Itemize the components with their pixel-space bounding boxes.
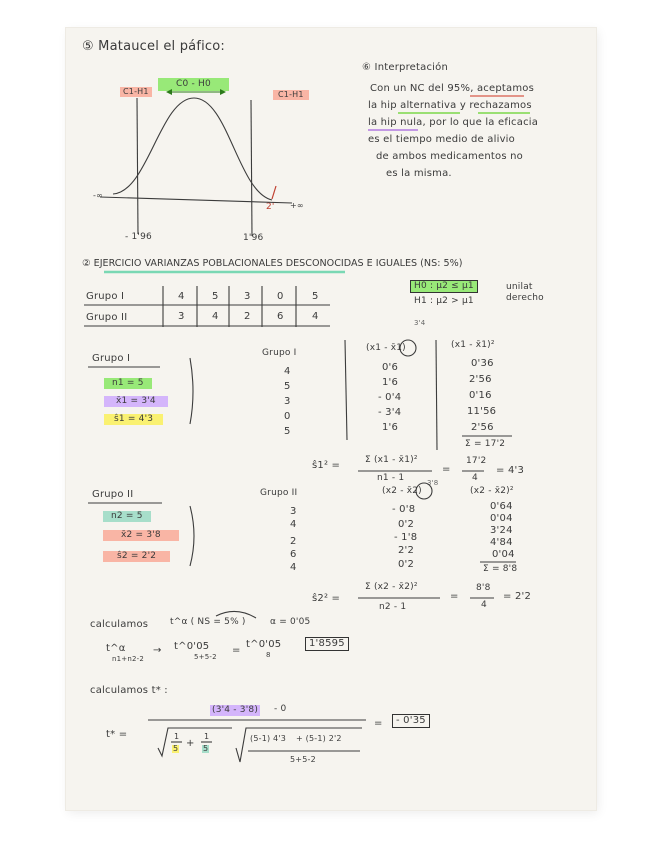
list-item: 3	[284, 396, 291, 407]
t-star-den-plus: +	[186, 738, 195, 749]
table-row-label: Grupo I	[86, 291, 125, 302]
list-item: 2'56	[471, 422, 494, 433]
list-item: 3	[290, 506, 297, 517]
list-item: 0'2	[398, 519, 415, 530]
table-cell: 3	[244, 291, 251, 302]
calc-t-alpha-label: calculamos	[90, 619, 149, 630]
t-alpha-general: t^α	[106, 643, 126, 654]
t-alpha-result: 1'8595	[305, 637, 349, 651]
section-2-title: ② EJERCICIO VARIANZAS POBLACIONALES DESCONOCIDAS E IGUALES (NS: 5%)	[82, 258, 463, 269]
list-item: 2'2	[398, 545, 415, 556]
variance-2-label: ŝ2² =	[312, 593, 341, 604]
acceptance-arrow-head-left	[166, 89, 172, 95]
x-axis-neg-inf: -∞	[93, 191, 103, 200]
calc-t-star-label: calculamos t* :	[90, 685, 168, 696]
t-alpha-eq: =	[232, 645, 241, 656]
list-item: 1'6	[382, 377, 399, 388]
t-star-numerator-diff: (3'4 - 3'8)	[212, 705, 259, 715]
list-item: 6	[290, 549, 297, 560]
critical-value-positive: 1'96	[243, 233, 264, 243]
t-star-pooled-term-2: + (5-1) 2'2	[296, 734, 342, 743]
list-item: 4	[284, 366, 291, 377]
table-cell: 3	[178, 311, 185, 322]
list-item: 1'6	[382, 422, 399, 433]
acceptance-arrow-head-right	[220, 89, 226, 95]
t-star-frac1-num: 1	[174, 732, 180, 741]
alt-hypothesis: H1 : μ2 > μ1	[414, 296, 474, 306]
x-axis	[100, 197, 292, 203]
group-2-sq-header: (x2 - x̄2)²	[470, 486, 514, 496]
list-item: 0'64	[490, 501, 513, 512]
group-1-mean-note: 3'4	[414, 319, 426, 327]
group-1-sq-header: (x1 - x̄1)²	[451, 340, 495, 350]
list-item: 3'24	[490, 525, 513, 536]
list-item: 0'6	[382, 362, 399, 373]
list-item: 0'04	[492, 549, 515, 560]
t-alpha-step-2: t^0'05	[246, 639, 282, 650]
x-axis-pos-inf: +∞	[290, 201, 304, 210]
list-item: 0'36	[471, 358, 494, 369]
table-cell: 4	[312, 311, 319, 322]
interpretation-line: la hip alternativa y rechazamos	[368, 100, 532, 111]
stat-arrow	[272, 186, 276, 199]
t-star-lhs: t* =	[106, 729, 128, 740]
right-rejection-label: C1-H1	[273, 90, 309, 100]
list-item: 4	[290, 519, 297, 530]
t-star-sqrt-2	[236, 728, 362, 762]
group-2-n: n2 = 5	[103, 511, 151, 522]
t-star-frac2-num: 1	[204, 732, 210, 741]
list-item: - 0'4	[378, 392, 402, 403]
group-2-mean-circle	[416, 483, 432, 499]
table-row-label: Grupo II	[86, 312, 128, 323]
group-2-sd: ŝ2 = 2'2	[103, 551, 170, 562]
section-6-title: ⑥ Interpretación	[362, 62, 448, 73]
t-star-sqrt-1	[158, 728, 232, 756]
interpretation-line: de ambos medicamentos no	[376, 151, 523, 162]
list-item: 11'56	[467, 406, 497, 417]
critical-line-left	[137, 98, 138, 234]
list-item: 2'56	[469, 374, 492, 385]
list-item: - 0'8	[392, 504, 416, 515]
list-item: - 1'8	[394, 532, 418, 543]
table-cell: 6	[277, 311, 284, 322]
group-1-divider	[436, 340, 437, 450]
interpretation-line: es la misma.	[386, 168, 452, 179]
critical-value-negative: - 1'96	[125, 232, 152, 242]
t-alpha-arrow: →	[153, 645, 162, 656]
list-item: 2	[290, 536, 297, 547]
table-cell: 4	[212, 311, 219, 322]
acceptance-region-label: C0 - H0	[158, 78, 229, 91]
critical-line-right	[251, 100, 252, 236]
interpretation-line: Con un NC del 95%, aceptamos	[370, 83, 534, 94]
null-hypothesis: H0 : μ2 ≤ μ1	[410, 280, 478, 293]
list-item: 4	[290, 562, 297, 573]
interpretation-line: la hip nula, por lo que la eficacia	[368, 117, 539, 128]
list-item: 0	[284, 411, 291, 422]
variance-2-numerator: Σ (x2 - x̄2)²	[365, 582, 418, 592]
interpretation-line: es el tiempo medio de alivio	[368, 134, 515, 145]
list-item: 0'16	[469, 390, 492, 401]
variance-1-numerator: Σ (x1 - x̄1)²	[365, 455, 418, 465]
t-star-frac2-den: 5	[203, 744, 209, 753]
group-1-dev-header: (x1 - x̄1)	[366, 343, 406, 353]
variance-2-result: = 2'2	[503, 591, 532, 602]
group-1-bracket	[190, 358, 193, 424]
group-1-sq-sum: Σ = 17'2	[465, 439, 506, 449]
t-star-numerator-mu: - 0	[274, 704, 287, 714]
group-1-sd: ŝ1 = 4'3	[104, 414, 163, 425]
table-cell: 2	[244, 311, 251, 322]
t-alpha-step-1: t^0'05	[174, 641, 210, 652]
variance-1-label: ŝ1² =	[312, 460, 341, 471]
t-star-pooled-term-1: (5-1) 4'3	[250, 734, 287, 743]
left-rejection-label: C1-H1	[120, 87, 152, 97]
table-cell: 5	[312, 291, 319, 302]
group-2-dev-header: (x2 - x̄2)	[382, 486, 422, 496]
variance-2-eq: =	[450, 591, 459, 602]
variance-2-frac-num: 8'8	[476, 583, 491, 593]
variance-1-frac-num: 17'2	[466, 456, 487, 466]
test-statistic-mark: 2'	[266, 202, 275, 212]
t-alpha-general-df: n1+n2-2	[112, 655, 145, 663]
t-alpha-curved-arrow	[216, 611, 256, 618]
section-5-title: ⑤ Mataucel el páfico:	[82, 39, 225, 54]
t-alpha-step-1-df: 5+5-2	[194, 653, 217, 661]
list-item: 5	[284, 381, 291, 392]
calc-t-alpha-alpha: α = 0'05	[270, 617, 311, 627]
list-item: 4'84	[490, 537, 513, 548]
variance-2-frac-den: 4	[481, 600, 487, 610]
group-2-sq-sum: Σ = 8'8	[483, 564, 518, 574]
variance-1-frac-den: 4	[472, 473, 478, 483]
group-1-column-title: Grupo I	[262, 348, 297, 358]
group-2-mean: x̄2 = 3'8	[103, 530, 179, 541]
tail-note: unilat derecho	[506, 282, 544, 304]
list-item: 0'04	[490, 513, 513, 524]
variance-1-denominator: n1 - 1	[377, 473, 405, 483]
list-item: 0'2	[398, 559, 415, 570]
group-2-title: Grupo II	[92, 489, 134, 500]
t-alpha-step-2-df: 8	[266, 651, 271, 659]
group-1-mean: x̄1 = 3'4	[104, 396, 168, 407]
group-2-column-title: Grupo II	[260, 488, 298, 498]
group-1-divider	[345, 340, 347, 440]
variance-1-result: = 4'3	[496, 465, 525, 476]
table-cell: 0	[277, 291, 284, 302]
t-star-frac1-den: 5	[173, 744, 179, 753]
list-item: 5	[284, 426, 291, 437]
group-1-n: n1 = 5	[104, 378, 152, 389]
calc-t-alpha-expr: t^α ( NS = 5% )	[170, 617, 246, 627]
table-cell: 4	[178, 291, 185, 302]
t-star-eq: =	[374, 718, 383, 729]
group-1-mean-circle	[400, 340, 416, 356]
group-1-title: Grupo I	[92, 353, 131, 364]
group-2-mean-note: 3'8	[427, 479, 439, 487]
group-2-bracket	[190, 506, 194, 566]
table-cell: 5	[212, 291, 219, 302]
t-star-pooled-den: 5+5-2	[290, 755, 316, 764]
variance-1-eq: =	[442, 464, 451, 475]
t-star-result: - 0'35	[392, 714, 430, 728]
variance-2-denominator: n2 - 1	[379, 602, 407, 612]
list-item: - 3'4	[378, 407, 402, 418]
